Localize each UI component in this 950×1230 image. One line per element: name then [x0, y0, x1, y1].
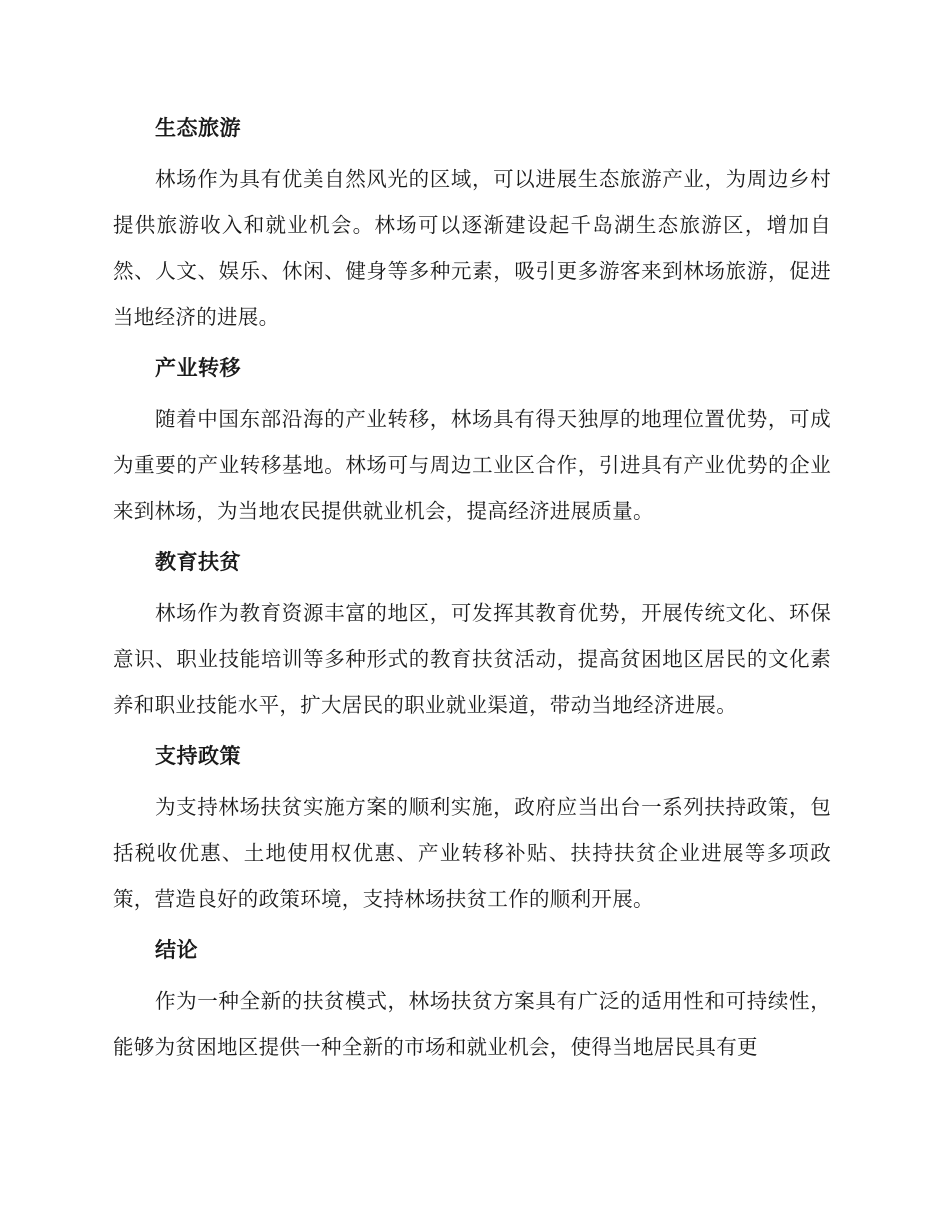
section-paragraph: 为支持林场扶贫实施方案的顺利实施，政府应当出台一系列扶持政策，包括税收优惠、土地使用权优惠、产业转移补贴、扶持扶贫企业进展等多项政策，营造良好的政策环境，支持林场扶贫工作的顺利开展。 [113, 795, 831, 911]
section-heading: 生态旅游 [155, 116, 241, 140]
section-paragraph: 作为一种全新的扶贫模式，林场扶贫方案具有广泛的适用性和可持续性，能够为贫困地区提供一种全新的市场和就业机会，使得当地居民具有更 [113, 989, 831, 1059]
section-heading: 教育扶贫 [155, 550, 241, 574]
document-page [113, 105, 831, 1070]
section-paragraph: 随着中国东部沿海的产业转移，林场具有得天独厚的地理位置优势，可成为重要的产业转移基地。林场可与周边工业区合作，引进具有产业优势的企业来到林场，为当地农民提供就业机会，提高经济进展质量。 [113, 407, 831, 523]
section-heading: 支持政策 [155, 744, 241, 768]
section-heading: 产业转移 [155, 356, 241, 380]
section-paragraph: 林场作为具有优美自然风光的区域，可以进展生态旅游产业，为周边乡村提供旅游收入和就业机会。林场可以逐渐建设起千岛湖生态旅游区，增加自然、人文、娱乐、休闲、健身等多种元素，吸引更多游客来到林场旅游，促进当地经济的进展。 [113, 167, 831, 329]
section-heading: 结论 [155, 938, 198, 962]
section-paragraph: 林场作为教育资源丰富的地区，可发挥其教育优势，开展传统文化、环保意识、职业技能培训等多种形式的教育扶贫活动，提高贫困地区居民的文化素养和职业技能水平，扩大居民的职业就业渠道，带动当地经济进展。 [113, 601, 831, 717]
